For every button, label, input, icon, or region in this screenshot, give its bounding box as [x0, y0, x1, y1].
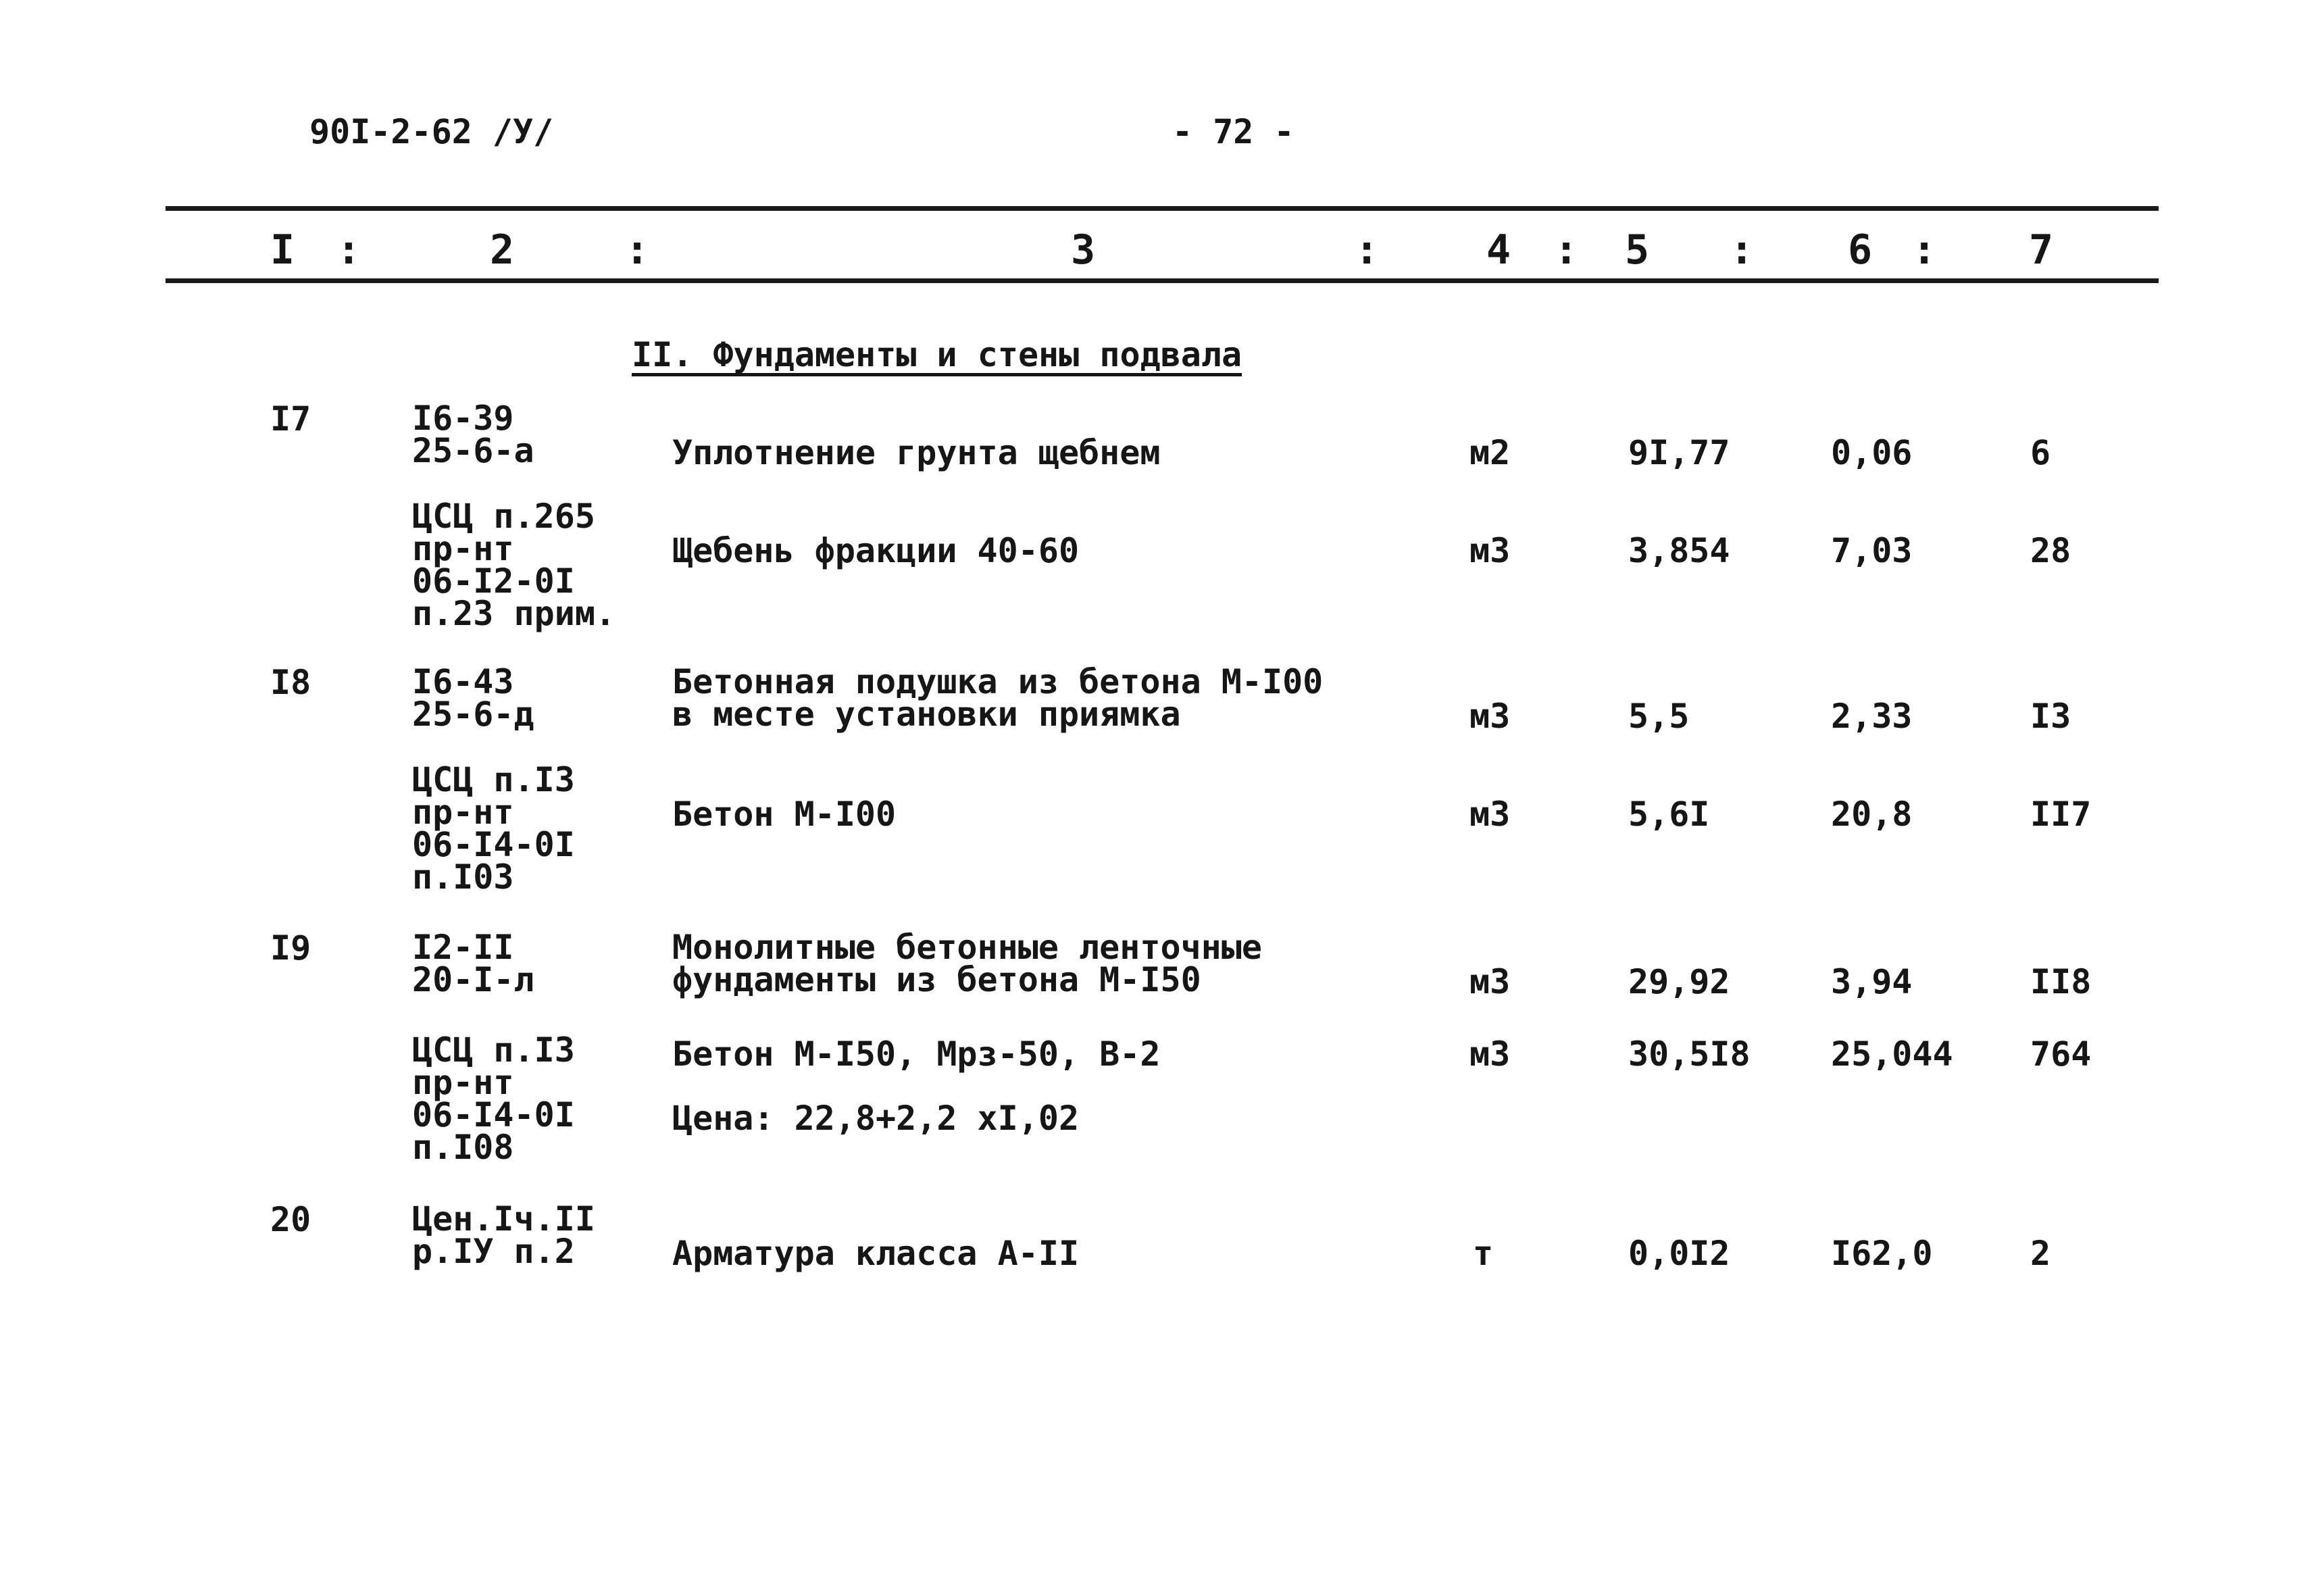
unit: м3: [1469, 795, 1511, 834]
header-bottom-rule: [166, 278, 2159, 283]
work-description: Монолитные бетонные ленточные фундаменты из бетона М-I50: [672, 928, 1262, 999]
work-description: Щебень фракции 40-60: [672, 531, 1080, 570]
work-description: Бетонная подушка из бетона М-I00 в месте установки приямка: [672, 662, 1324, 734]
norm-reference: ЦСЦ п.I3 пр-нт 06-I4-0I п.I03: [412, 760, 575, 897]
unit: м3: [1469, 697, 1511, 736]
unit-price: 2,33: [1831, 697, 1913, 736]
unit: м2: [1469, 433, 1511, 472]
row-number: 20: [270, 1200, 311, 1239]
norm-reference: I6-43 25-6-д: [412, 662, 534, 734]
work-description: Уплотнение грунта щебнем: [672, 433, 1161, 472]
unit: м3: [1469, 1034, 1511, 1074]
col-header-6: 6: [1848, 226, 1873, 274]
work-description: Арматура класса А-II: [672, 1234, 1080, 1273]
unit-price: 0,06: [1831, 433, 1913, 472]
col-header-1: I: [270, 226, 295, 274]
col-header-3: 3: [1071, 226, 1096, 274]
col-separator: :: [1912, 226, 1937, 274]
quantity: 9I,77: [1628, 433, 1730, 472]
total: I3: [2030, 697, 2071, 736]
col-separator: :: [336, 226, 361, 274]
col-header-2: 2: [490, 226, 515, 274]
norm-reference: I2-II 20-I-л: [412, 928, 534, 999]
col-separator: :: [1554, 226, 1579, 274]
work-description: Бетон М-I50, Мрз-50, В-2: [672, 1034, 1161, 1074]
header-top-rule: [166, 206, 2159, 211]
quantity: 5,5: [1628, 697, 1690, 736]
col-header-7: 7: [2029, 226, 2054, 274]
row-number: I7: [270, 399, 311, 439]
unit: м3: [1469, 531, 1511, 570]
norm-reference: ЦСЦ п.265 пр-нт 06-I2-0I п.23 прим.: [412, 497, 616, 633]
row-number: I9: [270, 928, 311, 968]
total: 28: [2030, 531, 2071, 570]
page-number: - 72 -: [1172, 112, 1294, 151]
unit-price: 20,8: [1831, 795, 1913, 834]
work-description: Бетон М-I00: [672, 795, 897, 834]
total: II8: [2030, 962, 2092, 1001]
norm-reference: I6-39 25-6-а: [412, 399, 534, 470]
unit: т: [1473, 1234, 1494, 1273]
total: 6: [2030, 433, 2051, 472]
col-header-4: 4: [1486, 226, 1511, 274]
quantity: 3,854: [1628, 531, 1730, 570]
col-separator: :: [1730, 226, 1755, 274]
total: II7: [2030, 795, 2092, 834]
quantity: 5,6I: [1628, 795, 1710, 834]
unit-price: I62,0: [1831, 1234, 1933, 1273]
quantity: 30,5I8: [1628, 1034, 1751, 1074]
unit-price: 25,044: [1831, 1034, 1953, 1074]
total: 2: [2030, 1234, 2051, 1273]
document-code: 90I-2-62 /У/: [309, 112, 554, 151]
col-header-5: 5: [1625, 226, 1650, 274]
norm-reference: ЦСЦ п.I3 пр-нт 06-I4-0I п.I08: [412, 1030, 575, 1167]
quantity: 29,92: [1628, 962, 1730, 1001]
norm-reference: Цен.Iч.II р.IУ п.2: [412, 1199, 595, 1271]
quantity: 0,0I2: [1628, 1234, 1730, 1273]
section-title: II. Фундаменты и стены подвала: [632, 335, 1242, 374]
unit-price: 7,03: [1831, 531, 1913, 570]
row-number: I8: [270, 663, 311, 702]
col-separator: :: [625, 226, 650, 274]
unit: м3: [1469, 962, 1511, 1001]
unit-price: 3,94: [1831, 962, 1913, 1001]
price-note: Цена: 22,8+2,2 хI,02: [672, 1099, 1080, 1138]
total: 764: [2030, 1034, 2092, 1074]
col-separator: :: [1355, 226, 1380, 274]
